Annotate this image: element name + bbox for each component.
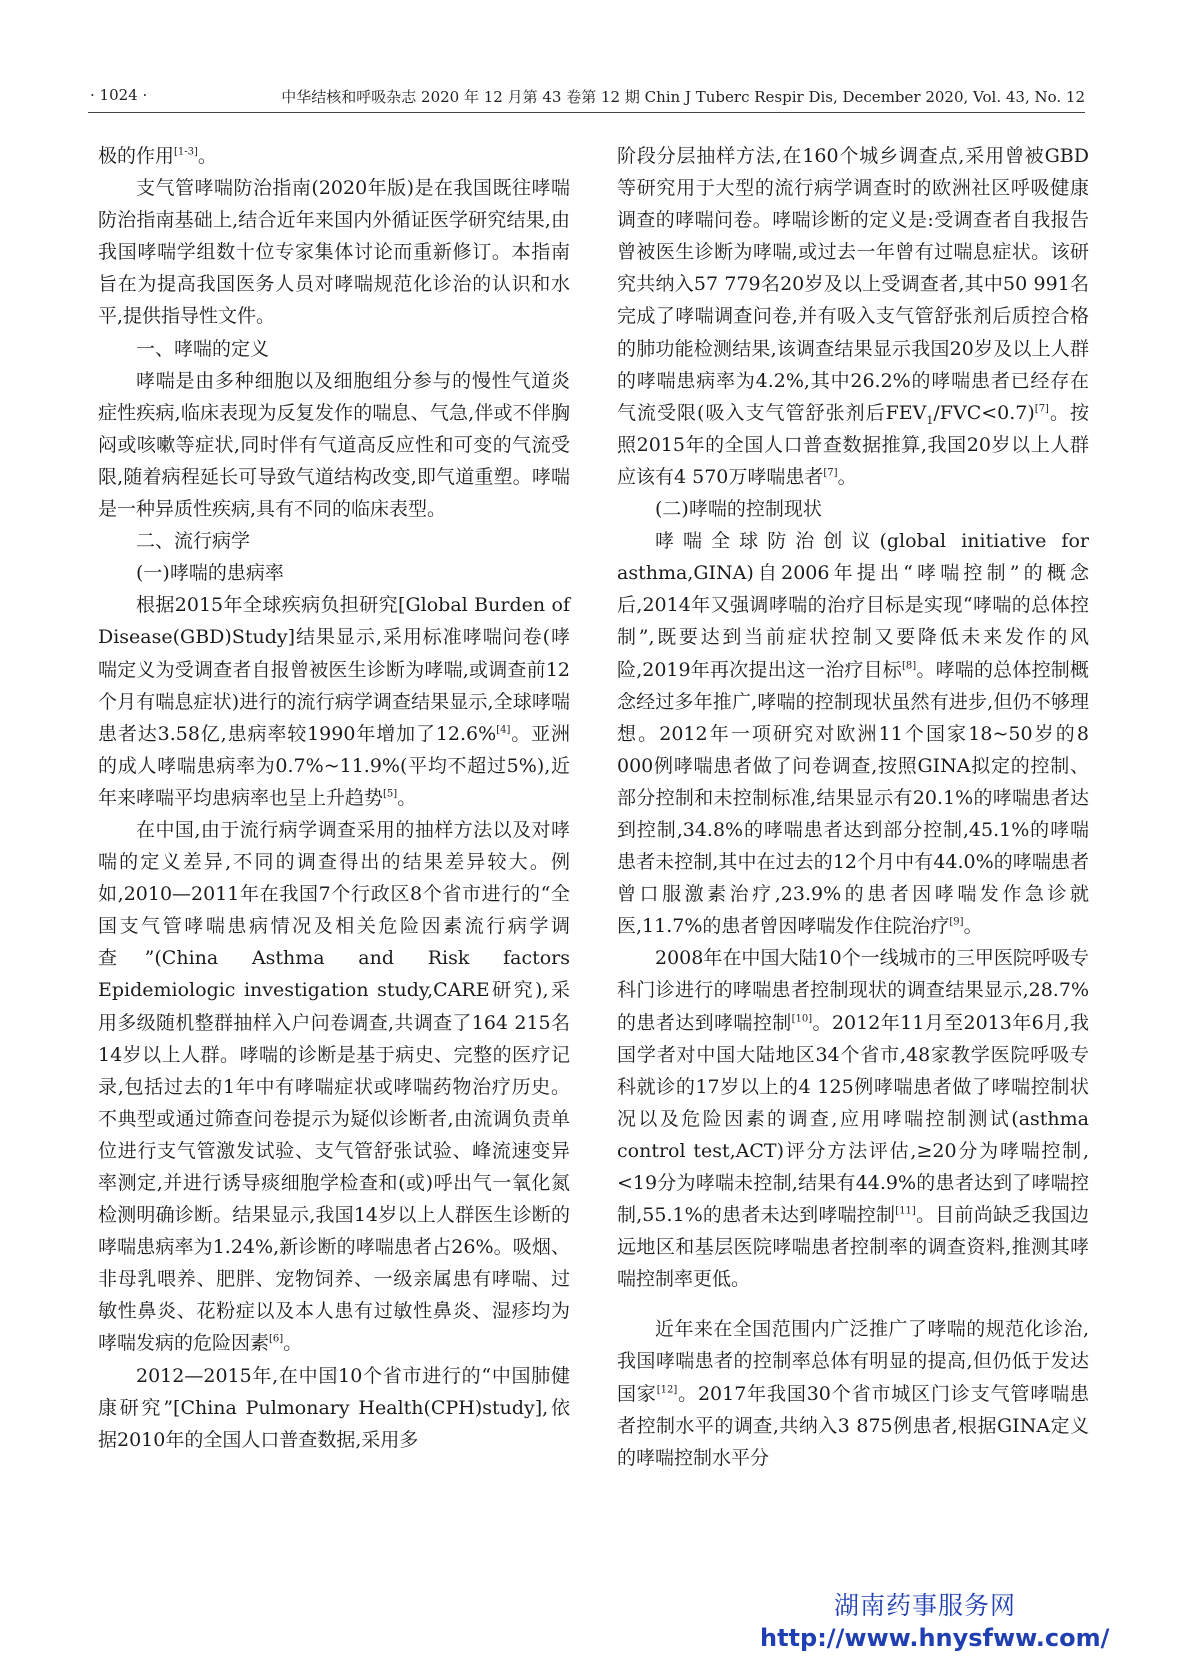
- subsection-heading: (一)哮喘的患病率: [136, 562, 284, 585]
- citation-ref: [9]: [949, 916, 964, 928]
- header-divider: [88, 112, 1085, 113]
- right-column: [617, 140, 1089, 1474]
- paragraph: 哮喘全球防治创议(global initiative for asthma,GINA)自2006年提出“哮喘控制”的概念后,2014年又强调哮喘的治疗目标是实现“哮喘的总体控制”,既要达到当前症状控制又要降低未来发作的风险,2019年再次提出这一治疗目标[8]。哮喘的总体控制概念经过多年推广,哮喘的控制现状虽然有进步,但仍不够理想。2012年一项研究对欧洲11个国家18~50岁的8 000例哮喘患者做了问卷调查,按照GINA拟定的控制、部分控制和未控制标准,结果显示有20.1%的哮喘患者达到控制,34.8%的哮喘患者达到部分控制,45.1%的哮喘患者未控制,其中在过去的12个月中有44.0%的哮喘患者曾口服激素治疗,23.9%的患者因哮喘发作急诊就医,11.7%的患者曾因哮喘发作住院治疗[9]。: [617, 530, 1089, 938]
- citation-ref: [8]: [902, 660, 917, 672]
- paragraph: 2008年在中国大陆10个一线城市的三甲医院呼吸专科门诊进行的哮喘患者控制现状的调查结果显示,28.7%的患者达到哮喘控制[10]。2012年11月至2013年6月,我国学者对中国大陆地区34个省市,48家教学医院呼吸专科就诊的17岁以上的4 125例哮喘患者做了哮喘控制状况以及危险因素的调查,应用哮喘控制测试(asthma control test,ACT)评分方法评估,≥20分为哮喘控制,<19分为哮喘未控制,结果有44.9%的患者达到了哮喘控制,55.1%的患者未达到哮喘控制[11]。目前尚缺乏我国边远地区和基层医院哮喘患者控制率的调查资料,推测其哮喘控制率更低。: [617, 947, 1089, 1291]
- paragraph: 哮喘是由多种细胞以及细胞组分参与的慢性气道炎症性疾病,临床表现为反复发作的喘息、气急,伴或不伴胸闷或咳嗽等症状,同时伴有气道高反应性和可变的气流受限,随着病程延长可导致气道结构改变,即气道重塑。哮喘是一种异质性疾病,具有不同的临床表型。: [98, 369, 570, 521]
- watermark-site-name: 湖南药事服务网: [833, 1591, 1016, 1620]
- paragraph: 在中国,由于流行病学调查采用的抽样方法以及对哮喘的定义差异,不同的调查得出的结果差异较大。例如,2010—2011年在我国7个行政区8个省市进行的“全国支气管哮喘患病情况及相关危险因素流行病学调查”(China Asthma and Risk factors Epidemiologic investigation study,CARE研究),采用多级随机整群抽样入户问卷调查,共调查了164 215名14岁以上人群。哮喘的诊断是基于病史、完整的医疗记录,包括过去的1年中有哮喘症状或哮喘药物治疗历史。不典型或通过筛查问卷提示为疑似诊断者,由流调负责单位进行支气管激发试验、支气管舒张试验、峰流速变异率测定,并进行诱导痰细胞学检查和(或)呼出气一氧化氮检测明确诊断。结果显示,我国14岁以上人群医生诊断的哮喘患病率为1.24%,新诊断的哮喘患者占26%。吸烟、非母乳喂养、肥胖、宠物饲养、一级亲属患有哮喘、过敏性鼻炎、花粉症以及本人患有过敏性鼻炎、湿疹均为哮喘发病的危险因素[6]。: [98, 818, 570, 1355]
- paragraph: 根据2015年全球疾病负担研究[Global Burden of Disease(GBD)Study]结果显示,采用标准哮喘问卷(哮喘定义为受调查者自报曾被医生诊断为哮喘,或调查前12个月有喘息症状)进行的流行病学调查结果显示,全球哮喘患者达3.58亿,患病率较1990年增加了12.6%[4]。亚洲的成人哮喘患病率为0.7%~11.9%(平均不超过5%),近年来哮喘平均患病率也呈上升趋势[5]。: [98, 594, 570, 809]
- citation-ref: [4]: [496, 724, 511, 736]
- citation-ref: [6]: [269, 1334, 284, 1346]
- running-header: [90, 82, 1085, 108]
- citation-ref: [11]: [895, 1205, 916, 1217]
- section-heading: 二、流行病学: [136, 530, 251, 553]
- citation-ref: [10]: [791, 1013, 813, 1025]
- paragraph: 2012—2015年,在中国10个省市进行的“中国肺健康研究”[China Pulmonary Health(CPH)study],依据2010年的全国人口普查数据,采用多: [98, 1364, 570, 1451]
- section-heading: 一、哮喘的定义: [136, 337, 270, 360]
- paragraph: 极的作用[1-3]。: [98, 145, 217, 167]
- left-column: [98, 140, 570, 1456]
- paragraph: 支气管哮喘防治指南(2020年版)是在我国既往哮喘防治指南基础上,结合近年来国内外循证医学研究结果,由我国哮喘学组数十位专家集体讨论而重新修订。本指南旨在为提高我国医务人员对哮喘规范化诊治的认识和水平,提供指导性文件。: [98, 177, 570, 328]
- watermark-url[interactable]: http://www.hnysfww.com/: [760, 1624, 1110, 1652]
- citation-ref: [5]: [383, 788, 398, 800]
- citation-ref: [1-3]: [174, 146, 198, 158]
- citation-ref: [7]: [823, 467, 838, 479]
- paragraph: 近年来在全国范围内广泛推广了哮喘的规范化诊治,我国哮喘患者的控制率总体有明显的提高,但仍低于发达国家[12]。2017年我国30个省市城区门诊支气管哮喘患者控制水平的调查,共纳入3 875例患者,根据GINA定义的哮喘控制水平分: [617, 1318, 1089, 1469]
- page-number: · 1024 ·: [90, 86, 148, 104]
- citation-ref: [12]: [656, 1384, 678, 1396]
- subsection-heading: (二)哮喘的控制现状: [655, 498, 822, 521]
- site-watermark: [760, 1586, 1110, 1652]
- paragraph: 阶段分层抽样方法,在160个城乡调查点,采用曾被GBD等研究用于大型的流行病学调查时的欧洲社区呼吸健康调查的哮喘问卷。哮喘诊断的定义是:受调查者自我报告曾被医生诊断为哮喘,或过去一年曾有过喘息症状。该研究共纳入57 779名20岁及以上受调查者,其中50 991名完成了哮喘调查问卷,并有吸入支气管舒张剂后质控合格的肺功能检测结果,该调查结果显示我国20岁及以上人群的哮喘患病率为4.2%,其中26.2%的哮喘患者已经存在气流受限(吸入支气管舒张剂后$FEV_1/FVC<0.7)[7]$。按照2015年的全国人口普查数据推算,我国20岁以上人群应该有4 570万哮喘患者[7]。: [617, 145, 1089, 488]
- citation-ref: [7]: [1034, 403, 1049, 415]
- journal-citation: 中华结核和呼吸杂志 2020 年 12 月第 43 卷第 12 期 Chin J Tuberc Respir Dis, December 2020, Vol. 43, No. 12: [281, 88, 1085, 106]
